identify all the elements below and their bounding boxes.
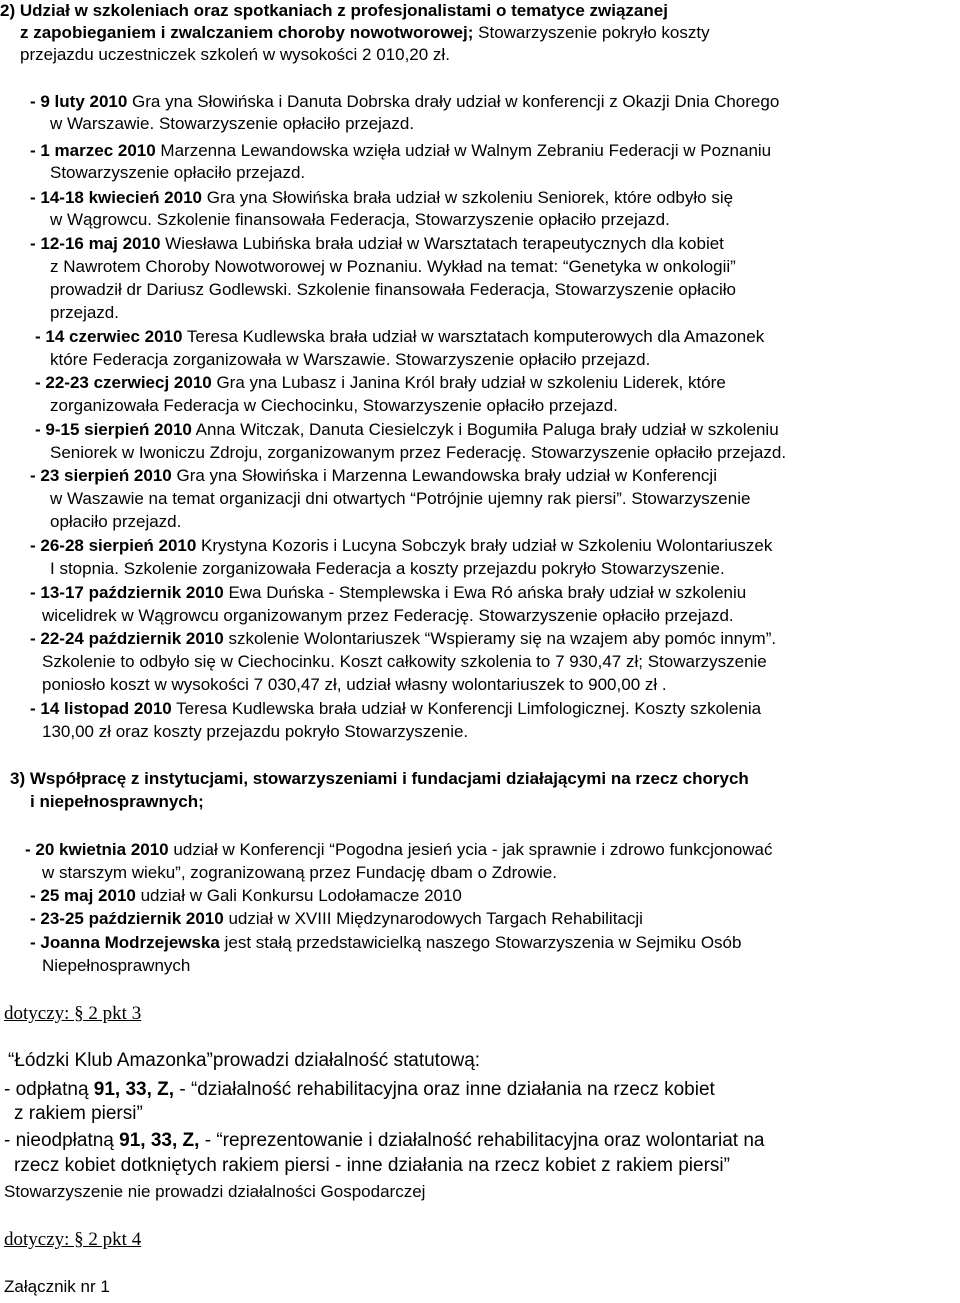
section-3-heading: i niepełnosprawnych; bbox=[30, 792, 204, 811]
statute-title: “Łódzki Klub Amazonka”prowadzi działalność statutową: bbox=[8, 1050, 481, 1071]
statute-note: Stowarzyszenie nie prowadzi działalności Gospodarczej bbox=[4, 1182, 426, 1201]
list-item-cont: z Nawrotem Choroby Nowotworowej w Poznaniu. Wykład na temat: “Genetyka w onkologii” bbox=[50, 257, 736, 276]
list-item-cont: Seniorek w Iwoniczu Zdroju, zorganizowanym przez Federację. Stowarzyszenie opłaciło przejazd. bbox=[50, 443, 787, 462]
heading-line: 2) Udział w szkoleniach oraz spotkaniach z profesjonalistami o tematyce związanej bbox=[0, 1, 668, 20]
list-item-cont: Stowarzyszenie opłaciło przejazd. bbox=[50, 163, 306, 182]
list-item: - 23 sierpień 2010 Gra yna Słowińska i Marzenna Lewandowska brały udział w Konferencji bbox=[30, 466, 717, 485]
list-item-cont: w starszym wieku”, zogranizowaną przez Fundację dbam o Zdrowie. bbox=[42, 863, 557, 882]
list-item: - 14 czerwiec 2010 Teresa Kudlewska brała udział w warsztatach komputerowych dla Amazonek bbox=[35, 327, 765, 346]
reference-link: dotyczy: § 2 pkt 3 bbox=[4, 1003, 142, 1024]
list-item: - 1 marzec 2010 Marzenna Lewandowska wzięła udział w Walnym Zebraniu Federacji w Poznaniu bbox=[30, 141, 772, 160]
list-item: - 14 listopad 2010 Teresa Kudlewska brała udział w Konferencji Limfologicznej. Koszty szkolenia bbox=[30, 699, 762, 718]
list-item-cont: w Waszawie na temat organizacji dni otwartych “Potrójnie ujemny rak piersi”. Stowarzyszenie bbox=[50, 489, 751, 508]
list-item: - 9-15 sierpień 2010 Anna Witczak, Danuta Ciesielczyk i Bogumiła Paluga brały udział w szkoleniu bbox=[35, 420, 779, 439]
list-item: - 14-18 kwiecień 2010 Gra yna Słowińska brała udział w szkoleniu Seniorek, które odbyło się bbox=[30, 188, 734, 207]
list-item: - 22-23 czerwiecj 2010 Gra yna Lubasz i Janina Król brały udział w szkoleniu Liderek, które bbox=[35, 373, 726, 392]
list-item-cont: zorganizowała Federacja w Ciechocinku, Stowarzyszenie opłaciło przejazd. bbox=[50, 396, 618, 415]
list-item-cont: w Warszawie. Stowarzyszenie opłaciło przejazd. bbox=[50, 114, 415, 133]
list-item: - 20 kwietnia 2010 udział w Konferencji “Pogodna jesień ycia - jak sprawnie i zdrowo funkcjonować bbox=[25, 840, 773, 859]
list-item-cont: prowadził dr Dariusz Godlewski. Szkolenie finansowała Federacja, Stowarzyszenie opłaciło bbox=[50, 280, 736, 299]
list-item: - 12-16 maj 2010 Wiesława Lubińska brała udział w Warsztatach terapeutycznych dla kobiet bbox=[30, 234, 724, 253]
list-item-cont: 130,00 zł oraz koszty przejazdu pokryło Stowarzyszenie. bbox=[42, 722, 469, 741]
list-item-cont: które Federacja zorganizowała w Warszawie. Stowarzyszenie opłaciło przejazd. bbox=[50, 350, 651, 369]
reference-link: dotyczy: § 2 pkt 4 bbox=[4, 1229, 142, 1250]
list-item: - 25 maj 2010 udział w Gali Konkursu Lodołamacze 2010 bbox=[30, 886, 462, 905]
attachment-label: Załącznik nr 1 bbox=[4, 1277, 110, 1296]
heading-line: przejazdu uczestniczek szkoleń w wysokości 2 010,20 zł. bbox=[20, 45, 450, 64]
list-item-cont: wicelidrek w Wągrowcu organizowanym przez Federację. Stowarzyszenie opłaciło przejazd. bbox=[42, 606, 734, 625]
list-item: - 23-25 październik 2010 udział w XVIII Międzynarodowych Targach Rehabilitacji bbox=[30, 909, 643, 928]
list-item-cont: Niepełnosprawnych bbox=[42, 956, 191, 975]
list-item-cont: w Wągrowcu. Szkolenie finansowała Federacja, Stowarzyszenie opłaciło przejazd. bbox=[50, 210, 670, 229]
list-item-cont: I stopnia. Szkolenie zorganizowała Federacja a koszty przejazdu pokryło Stowarzyszenie. bbox=[50, 559, 725, 578]
list-item-cont: przejazd. bbox=[50, 303, 119, 322]
statute-paid: - odpłatną 91, 33, Z, - “działalność rehabilitacyjna oraz inne działania na rzecz kobiet bbox=[4, 1079, 715, 1100]
heading-line: z zapobieganiem i zwalczaniem choroby nowotworowej; Stowarzyszenie pokryło koszty bbox=[20, 23, 710, 42]
statute-free-cont: rzecz kobiet dotkniętych rakiem piersi - inne działania na rzecz kobiet z rakiem piersi” bbox=[14, 1155, 730, 1176]
list-item: - 22-24 październik 2010 szkolenie Wolontariuszek “Wspieramy się na wzajem aby pomóc innym”. bbox=[30, 629, 777, 648]
list-item-cont: Szkolenie to odbyło się w Ciechocinku. Koszt całkowity szkolenia to 7 930,47 zł; Stowarzyszenie bbox=[42, 652, 767, 671]
list-item: - Joanna Modrzejewska jest stałą przedstawicielką naszego Stowarzyszenia w Sejmiku Osób bbox=[30, 933, 742, 952]
list-item-cont: poniosło koszt w wysokości 7 030,47 zł, udział własny wolontariuszek to 900,00 zł . bbox=[42, 675, 667, 694]
statute-paid-cont: z rakiem piersi” bbox=[14, 1103, 143, 1124]
statute-free: - nieodpłatną 91, 33, Z, - “reprezentowanie i działalność rehabilitacyjna oraz wolontariat na bbox=[4, 1130, 765, 1151]
list-item: - 13-17 październik 2010 Ewa Duńska - Stemplewska i Ewa Ró ańska brały udział w szkoleniu bbox=[30, 583, 747, 602]
section-3-heading: 3) Współpracę z instytucjami, stowarzyszeniami i fundacjami działającymi na rzecz chorych bbox=[10, 769, 749, 788]
list-item: - 26-28 sierpień 2010 Krystyna Kozoris i Lucyna Sobczyk brały udział w Szkoleniu Wolontariuszek bbox=[30, 536, 773, 555]
list-item-cont: opłaciło przejazd. bbox=[50, 512, 182, 531]
list-item: - 9 luty 2010 Gra yna Słowińska i Danuta Dobrska drały udział w konferencji z Okazji Dnia Chorego bbox=[30, 92, 780, 111]
